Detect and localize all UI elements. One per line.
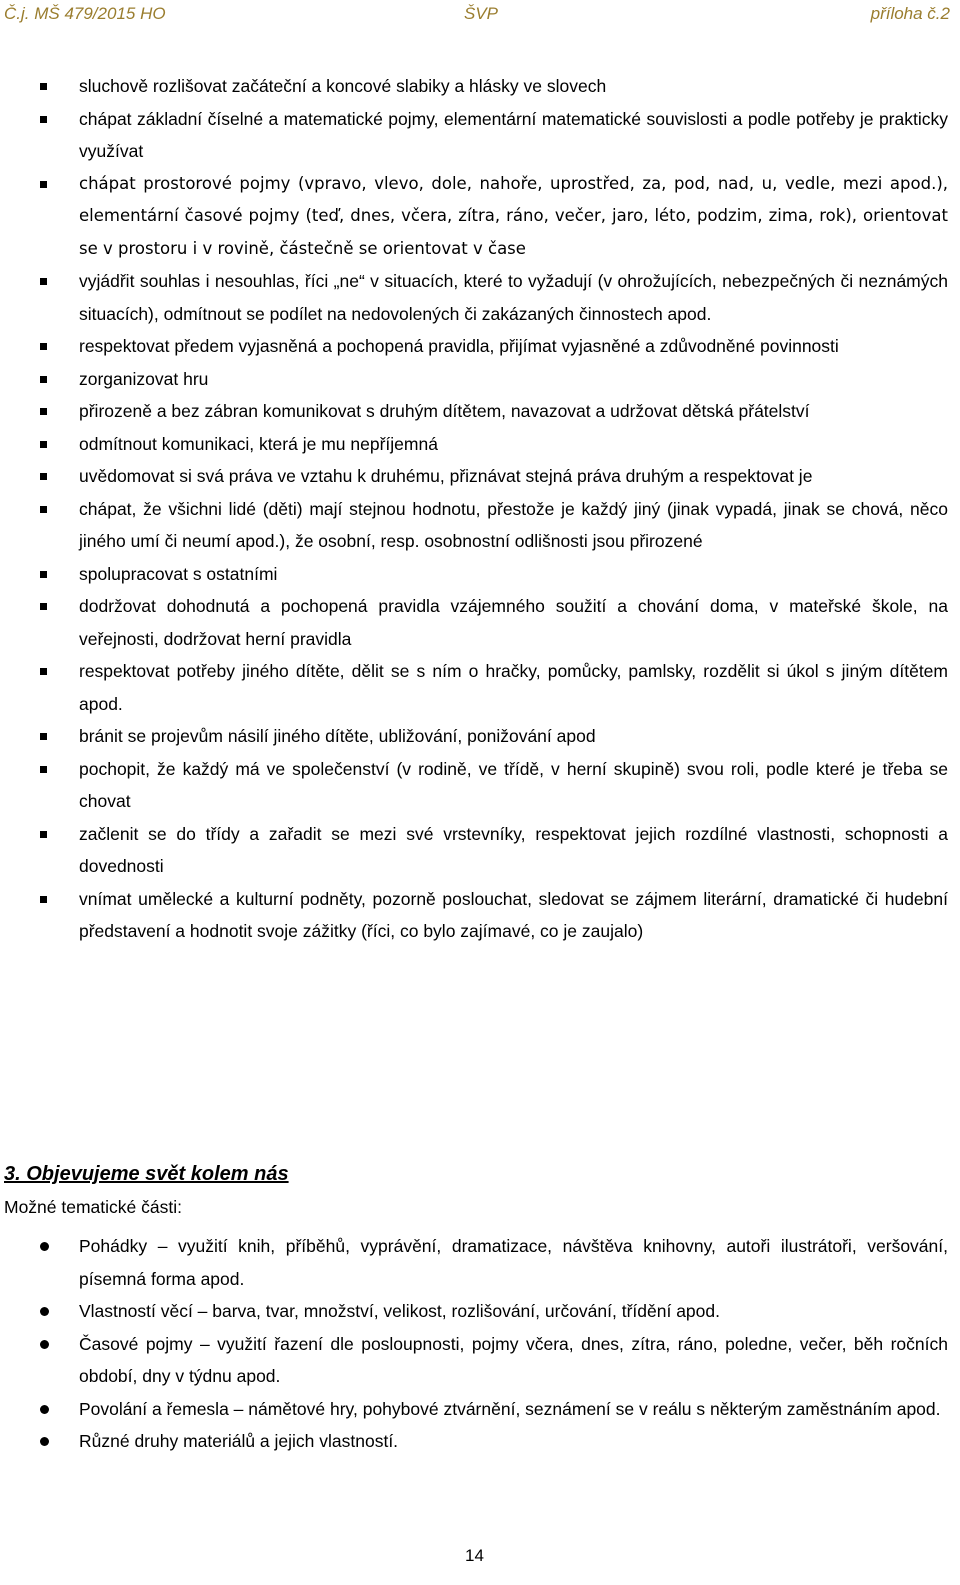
square-bullet-icon (40, 343, 47, 350)
attachment-label: příloha č.2 (870, 4, 950, 23)
list-item (0, 70, 960, 103)
list-item (0, 1230, 960, 1295)
list-item (0, 363, 960, 396)
list-item (0, 590, 960, 655)
square-bullet-icon (40, 733, 47, 740)
square-bullet-icon (40, 766, 47, 773)
square-bullet-icon (40, 603, 47, 610)
square-bullet-icon (40, 278, 47, 285)
page-number: 14 (465, 1546, 484, 1565)
list-item-text: začlenit se do třídy a zařadit se mezi své vrstevníky, respektovat jejich rozdílné vlastnosti, schopnosti a dovednosti (79, 823, 948, 876)
list-item (0, 168, 960, 266)
round-bullet-icon (40, 1405, 49, 1414)
list-item (0, 103, 960, 168)
list-item-text: respektovat potřeby jiného dítěte, dělit se s ním o hračky, pomůcky, pamlsky, rozdělit si úkol s jiným dítětem apod. (79, 661, 948, 714)
round-bullet-icon (40, 1242, 49, 1251)
list-item (0, 883, 960, 948)
round-bullet-icon (40, 1307, 49, 1316)
list-item-text: zorganizovat hru (79, 368, 209, 389)
list-item-text: sluchově rozlišovat začáteční a koncové slabiky a hlásky ve slovech (79, 76, 607, 96)
round-bullet-icon (40, 1437, 49, 1446)
list-item (0, 1328, 960, 1393)
section-title: 3. Objevujeme svět kolem nás (4, 1163, 289, 1185)
list-item-text: dodržovat dohodnutá a pochopená pravidla vzájemného soužití a chování doma, v mateřské škole, na veřejnosti, dodržovat herní pravidla (79, 596, 948, 649)
square-bullet-icon (40, 83, 47, 90)
document-type: ŠVP (464, 4, 499, 23)
list-item (0, 1393, 960, 1426)
section-subtitle: Možné tematické části: (4, 1197, 182, 1217)
square-bullet-icon (40, 831, 47, 838)
list-item-text: vnímat umělecké a kulturní podněty, pozorně poslouchat, sledovat se zájmem literární, dramatické či hudební představení a hodnotit svoje zážitky (říci, co bylo zajímavé, co je zaujalo) (79, 888, 948, 941)
square-bullet-icon (40, 181, 47, 188)
list-item-text: chápat základní číselné a matematické pojmy, elementární matematické souvislosti a podle potřeby je prakticky využívat (79, 108, 948, 161)
square-bullet-icon (40, 896, 47, 903)
square-bullet-icon (40, 441, 47, 448)
list-item-text: chápat, že všichni lidé (děti) mají stejnou hodnotu, přestože je každý jiný (jinak vypadá, jinak se chová, něco jiného umí či neumí apod.), že osobní, resp. osobnostní odlišnosti jsou přirozené (79, 498, 948, 551)
list-item-text: vyjádřit souhlas i nesouhlas, říci „ne“ v situacích, které to vyžadují (v ohrožujících, nebezpečných či neznámých situacích), odmítnout se podílet na nedovolených či zakázaných činnostech apod. (79, 271, 948, 324)
list-item-text: spolupracovat s ostatními (79, 563, 278, 584)
square-bullet-icon (40, 473, 47, 480)
list-item (0, 558, 960, 591)
list-item-text: Vlastností věcí – barva, tvar, množství, velikost, rozlišování, určování, třídění apod. (79, 1301, 720, 1321)
document-reference: Č.j. MŠ 479/2015 HO (4, 4, 166, 23)
list-item-text: odmítnout komunikaci, která je mu nepříjemná (79, 433, 438, 454)
list-item-text: Různé druhy materiálů a jejich vlastností. (79, 1431, 399, 1451)
list-item (0, 493, 960, 558)
list-item-text: bránit se projevům násilí jiného dítěte, ubližování, ponižování apod (79, 726, 596, 746)
page-header (4, 4, 950, 30)
list-item (0, 265, 960, 330)
list-item-text: přirozeně a bez zábran komunikovat s druhým dítětem, navazovat a udržovat dětská přátelství (79, 401, 810, 421)
list-item-text: respektovat předem vyjasněná a pochopená pravidla, přijímat vyjasněné a zdůvodněné povinnosti (79, 336, 839, 356)
list-item-text: Časové pojmy – využití řazení dle posloupnosti, pojmy včera, dnes, zítra, ráno, poledne, večer, běh ročních období, dny v týdnu apod. (79, 1333, 948, 1386)
list-item-text: pochopit, že každý má ve společenství (v rodině, ve třídě, v herní skupině) svou roli, podle které je třeba se chovat (79, 758, 948, 811)
square-bullet-icon (40, 376, 47, 383)
list-item-text: uvědomovat si svá práva ve vztahu k druhému, přiznávat stejná práva druhým a respektovat je (79, 466, 813, 486)
list-item (0, 818, 960, 883)
list-item (0, 1295, 960, 1328)
list-item (0, 720, 960, 753)
list-item (0, 330, 960, 363)
round-bullet-icon (40, 1340, 49, 1349)
list-item-text: chápat prostorové pojmy (vpravo, vlevo, dole, nahoře, uprostřed, za, pod, nad, u, vedle, mezi apod.), elementární časové pojmy (teď, dnes, včera, zítra, ráno, večer, jaro, léto, podzim, zima, rok), orientovat se v prostoru i v rovině, částečně se orientovat v čase (79, 173, 948, 258)
list-item (0, 1425, 960, 1458)
list-item (0, 655, 960, 720)
list-item (0, 460, 960, 493)
list-item (0, 753, 960, 818)
list-item (0, 395, 960, 428)
square-bullet-icon (40, 571, 47, 578)
list-item-text: Povolání a řemesla – námětové hry, pohybové ztvárnění, seznámení se v reálu s některým zaměstnáním apod. (79, 1398, 941, 1419)
list-item-text: Pohádky – využití knih, příběhů, vyprávění, dramatizace, návštěva knihovny, autoři ilustrátoři, veršování, písemná forma apod. (79, 1236, 948, 1289)
goals-list (0, 70, 960, 948)
square-bullet-icon (40, 408, 47, 415)
square-bullet-icon (40, 116, 47, 123)
square-bullet-icon (40, 506, 47, 513)
topics-list (0, 1230, 960, 1458)
square-bullet-icon (40, 668, 47, 675)
list-item (0, 428, 960, 461)
